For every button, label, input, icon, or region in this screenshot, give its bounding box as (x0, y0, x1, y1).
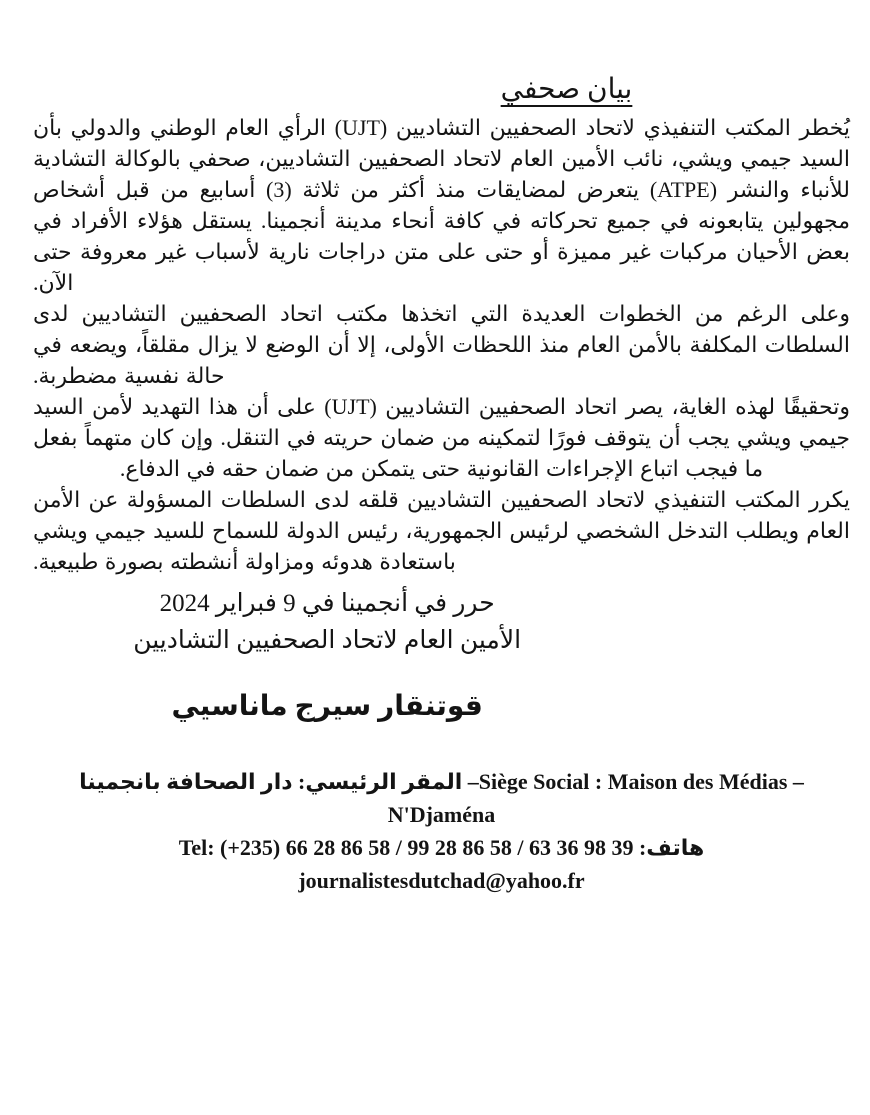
email-line: journalistesdutchad@yahoo.fr (298, 868, 585, 893)
document-title: بيان صحفي (500, 74, 633, 105)
document-body (33, 112, 850, 577)
paragraph-demand: وتحقيقًا لهذه الغاية، يصر اتحاد الصحفيين التشاديين (UJT) على أن هذا التهديد لأمن السيد جيمي ويشي يجب أن يتوقف فورًا لتمكينه من ضمان حريته في التنقل. وإن كان متهماً بفعل ما فيجب اتباع الإجراءات القانونية حتى يتمكن من ضمان حقه في الدفاع. (33, 394, 851, 481)
signature-name: قوتنقار سيرج ماناسيي (171, 691, 483, 722)
phone-numbers: Tel: (+235) 66 28 86 58 / 99 28 86 58 / 63 36 98 39 (178, 835, 634, 860)
address-latin-text: –Siège Social : Maison des Médias – (467, 769, 804, 794)
paragraph-concern: وعلى الرغم من الخطوات العديدة التي اتخذها مكتب اتحاد الصحفيين التشاديين لدى السلطات المكلفة بالأمن العام منذ اللحظات الأولى، إلا أن الوضع لا يزال مقلقاً، ويضعه في حالة نفسية مضطربة. (33, 301, 850, 388)
paragraph-appeal: يكرر المكتب التنفيذي لاتحاد الصحفيين التشاديين قلقه لدى السلطات المسؤولة عن الأمن العام ويطلب التدخل الشخصي لرئيس الجمهورية، رئيس الدولة للسماح للسيد جيمي ويشي باستعادة هدوئه ومزاولة أنشطته بصورة طبيعية. (33, 487, 850, 574)
phone-line (33, 831, 850, 864)
city-line: N'Djaména (387, 802, 496, 827)
dateline: حرر في أنجمينا في 9 فبراير 2024 (159, 590, 495, 617)
phone-label-arabic: هاتف: (638, 835, 705, 860)
address-line (33, 765, 850, 798)
closing-block (33, 585, 621, 727)
letterhead-footer (33, 765, 850, 897)
paragraph-notification: يُخطر المكتب التنفيذي لاتحاد الصحفيين التشاديين (UJT) الرأي العام الوطني والدولي بأن السيد جيمي ويشي، نائب الأمين العام لاتحاد الصحفيين التشاديين، صحفي بالوكالة التشادية للأنباء والنشر (ATPE) يتعرض لمضايقات منذ أكثر من ثلاثة (3) أسابيع من قبل أشخاص مجهولين يتابعونه في جميع تحركاته في كافة أنحاء مدينة أنجمينا. يستقل هؤلاء الأفراد في بعض الأحيان مركبات غير مميزة أو حتى على متن دراجات نارية لأسباب غير معروفة حتى الآن. (33, 115, 851, 295)
signatory-title: الأمين العام لاتحاد الصحفيين التشاديين (133, 627, 522, 654)
address-arabic-text: المقر الرئيسي: دار الصحافة بانجمينا (79, 769, 463, 794)
